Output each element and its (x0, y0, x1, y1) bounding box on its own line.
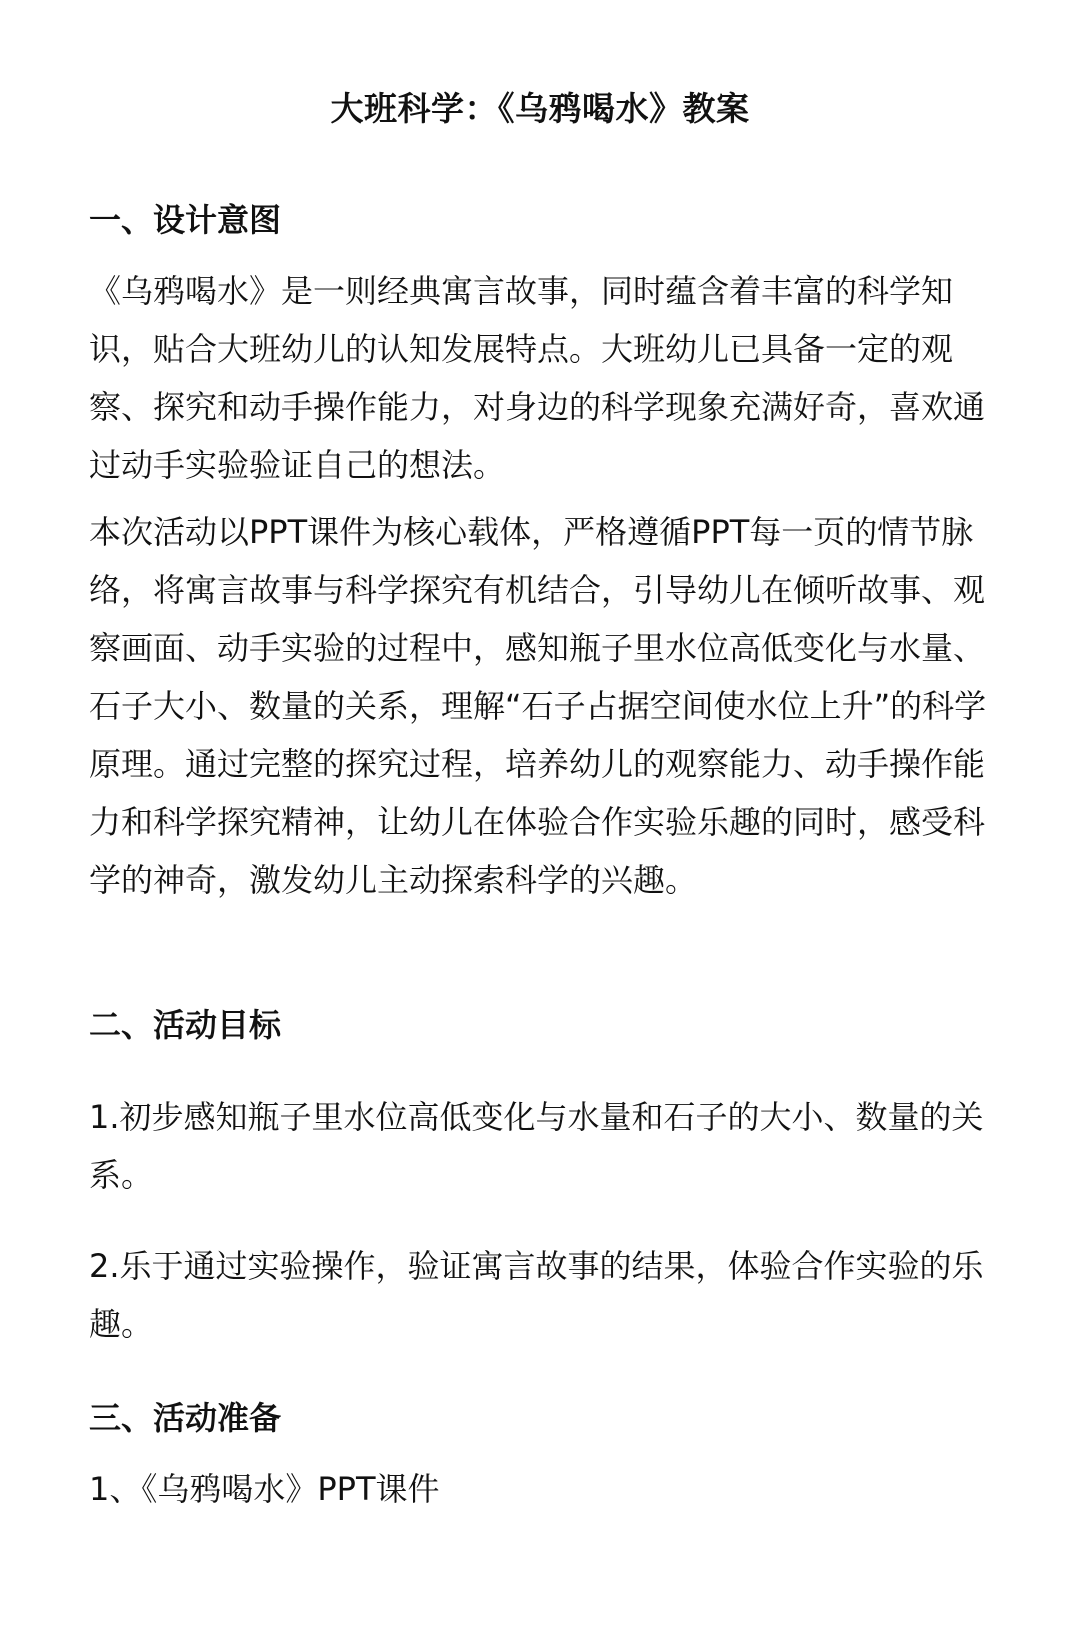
preparation-item-1: 1、《乌鸦喝水》PPT课件 (89, 1470, 440, 1508)
section-heading-activity-goals: 二、活动目标 (89, 1006, 282, 1044)
design-intent-paragraph-1: 《乌鸦喝水》是一则经典寓言故事，同时蕴含着丰富的科学知识，贴合大班幼儿的认知发展特点。大班幼儿已具备一定的观察、探究和动手操作能力，对身边的科学现象充满好奇，喜欢通过动手实验验证自己的想法。 (89, 272, 986, 484)
activity-goal-item-1: 1.初步感知瓶子里水位高低变化与水量和石子的大小、数量的关系。 (89, 1098, 984, 1194)
section-heading-activity-preparation: 三、活动准备 (89, 1399, 282, 1437)
activity-goal-item-2: 2.乐于通过实验操作，验证寓言故事的结果，体验合作实验的乐趣。 (89, 1247, 984, 1343)
document-title: 大班科学：《乌鸦喝水》教案 (330, 89, 750, 128)
design-intent-paragraph-2: 本次活动以PPT课件为核心载体，严格遵循PPT每一页的情节脉络，将寓言故事与科学探究有机结合，引导幼儿在倾听故事、观察画面、动手实验的过程中，感知瓶子里水位高低变化与水量、石子大小、数量的关系，理解“石子占据空间使水位上升”的科学原理。通过完整的探究过程，培养幼儿的观察能力、动手操作能力和科学探究精神，让幼儿在体验合作实验乐趣的同时，感受科学的神奇，激发幼儿主动探索科学的兴趣。 (89, 513, 987, 899)
section-heading-design-intent: 一、设计意图 (89, 201, 282, 239)
